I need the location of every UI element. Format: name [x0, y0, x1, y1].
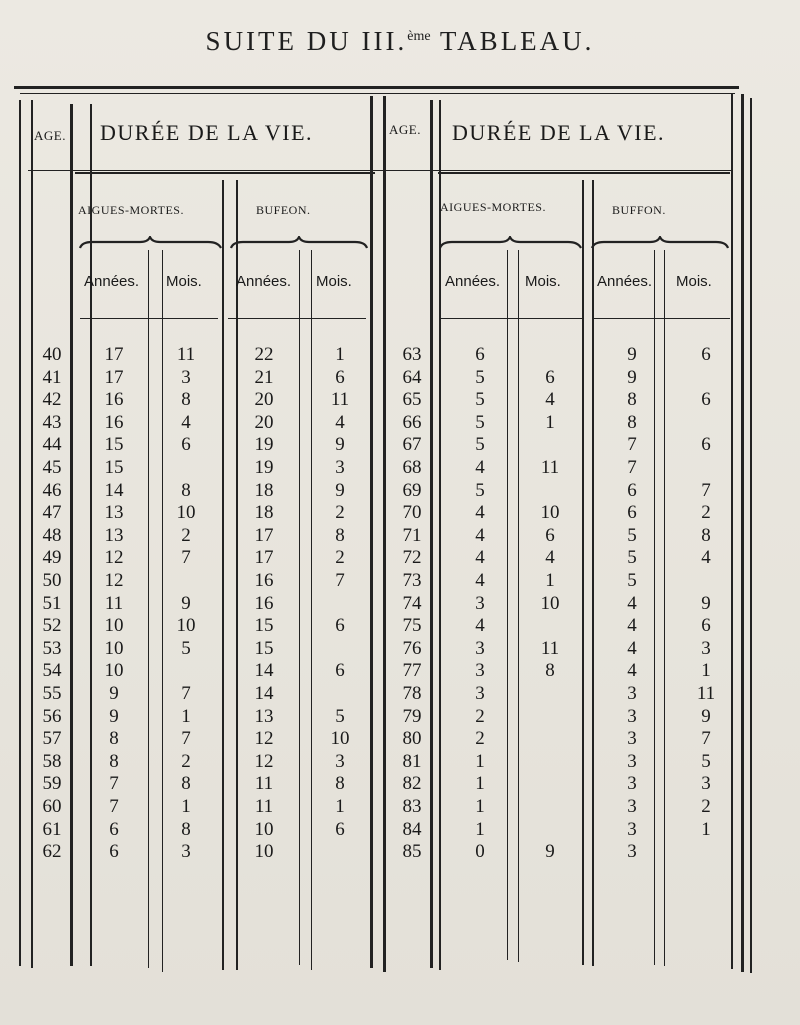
table-cell-bu-m: 9 [701, 705, 711, 727]
table-cell-age: 59 [42, 773, 62, 795]
table-cell-am-m: 5 [181, 637, 191, 659]
table-cell-bu-m: 1 [335, 344, 345, 365]
table-cell-bu-m: 2 [701, 502, 711, 524]
table-cell-age: 80 [402, 728, 422, 750]
table-cell-am-m: 6 [181, 434, 191, 456]
table-cell-am-a: 12 [104, 570, 124, 591]
table-cell-am-a: 6 [475, 344, 485, 365]
table-cell-bu-m: 3 [335, 750, 345, 772]
table-cell-bu-a: 13 [254, 705, 274, 727]
table-cell-bu-m: 1 [335, 796, 345, 817]
table-cell-bu-a: 6 [627, 479, 637, 501]
table-cell-bu-m: 6 [335, 615, 345, 637]
table-cell-age: 41 [42, 366, 62, 388]
table-cell-age: 60 [42, 796, 62, 817]
header-place-right-a: AIGUES-MORTES. [440, 200, 546, 214]
table-cell-age: 56 [42, 705, 62, 727]
table-cell-bu-a: 17 [254, 547, 274, 569]
table-cell-am-a: 4 [475, 457, 485, 478]
table-cell-bu-m: 6 [701, 389, 711, 411]
table-cell-bu-a: 14 [254, 660, 274, 682]
table-cell-am-a: 12 [104, 547, 124, 569]
table-cell-am-a: 6 [109, 818, 119, 840]
table-cell-bu-m: 4 [335, 411, 345, 433]
table-cell-bu-a: 14 [254, 683, 274, 704]
header-annees: Années. [84, 273, 140, 290]
header-place-left-b: BUFEON. [256, 203, 311, 217]
table-cell-bu-a: 5 [627, 570, 637, 591]
table-cell-bu-a: 3 [627, 796, 637, 817]
table-cell-am-a: 9 [109, 705, 119, 727]
table-cell-am-a: 7 [109, 773, 119, 795]
table-cell-bu-m: 3 [701, 637, 711, 659]
page-title [0, 26, 800, 57]
title-rest: TABLEAU. [430, 26, 595, 56]
table-cell-bu-a: 8 [627, 411, 637, 433]
table-cell-am-a: 5 [475, 434, 485, 456]
table-cell-age: 55 [42, 683, 62, 704]
table-cell-age: 49 [42, 547, 62, 569]
table-cell-am-m: 10 [176, 615, 196, 637]
table-cell-bu-m: 6 [335, 818, 345, 840]
table-cell-bu-m: 8 [335, 773, 345, 795]
table-cell-am-m: 4 [545, 547, 555, 569]
table-cell-bu-m: 8 [701, 524, 711, 546]
header-duree-right: DURÉE DE LA VIE. [452, 120, 666, 145]
table-cell-bu-a: 17 [254, 524, 274, 546]
table-cell-bu-a: 6 [627, 502, 637, 524]
title-superscript: ème [407, 29, 431, 44]
table-cell-bu-a: 15 [254, 637, 274, 659]
table-cell-bu-a: 4 [627, 660, 637, 682]
table-cell-age: 83 [402, 796, 422, 817]
table-cell-age: 57 [42, 728, 62, 750]
table-cell-age: 50 [42, 570, 62, 591]
table-cell-am-a: 17 [104, 344, 124, 365]
table-cell-age: 71 [402, 524, 422, 546]
table-cell-age: 63 [402, 344, 422, 365]
table-cell-age: 78 [402, 683, 422, 704]
table-cell-am-a: 7 [109, 796, 119, 817]
table-cell-bu-a: 20 [254, 411, 274, 433]
table-cell-am-a: 2 [475, 728, 485, 750]
table-cell-bu-m: 4 [701, 547, 711, 569]
table-cell-bu-m: 6 [701, 434, 711, 456]
table-cell-am-a: 0 [475, 841, 485, 863]
table-cell-bu-a: 11 [254, 773, 274, 795]
table-cell-age: 46 [42, 479, 62, 501]
table-cell-am-a: 16 [104, 389, 124, 411]
table-cell-am-m: 10 [540, 502, 560, 524]
table-cell-bu-a: 3 [627, 683, 637, 704]
header-annees: Années. [445, 273, 501, 290]
table-cell-am-a: 10 [104, 637, 124, 659]
table-cell-am-a: 13 [104, 502, 124, 524]
table-cell-am-m: 4 [181, 411, 191, 433]
table-cell-age: 75 [402, 615, 422, 637]
header-annees: Années. [597, 273, 653, 290]
table-cell-age: 85 [402, 841, 422, 863]
table-cell-bu-m: 11 [330, 389, 350, 411]
table-cell-am-m: 9 [545, 841, 555, 863]
table-cell-age: 43 [42, 411, 62, 433]
table-cell-bu-a: 7 [627, 457, 637, 478]
table-cell-am-a: 9 [109, 683, 119, 704]
table-cell-bu-a: 4 [627, 637, 637, 659]
table-cell-bu-a: 9 [627, 366, 637, 388]
table-cell-bu-a: 4 [627, 592, 637, 614]
header-duree-left: DURÉE DE LA VIE. [100, 120, 314, 145]
table-cell-am-m: 8 [545, 660, 555, 682]
table-cell-am-a: 10 [104, 660, 124, 682]
table-cell-am-a: 3 [475, 660, 485, 682]
table-cell-bu-a: 10 [254, 818, 274, 840]
brace-ornament [78, 236, 223, 252]
header-mois: Mois. [166, 273, 202, 290]
table-cell-am-a: 8 [109, 750, 119, 772]
table-cell-am-m: 11 [540, 637, 560, 659]
table-cell-am-m: 1 [181, 796, 191, 817]
table-cell-age: 54 [42, 660, 62, 682]
table-cell-age: 51 [42, 592, 62, 614]
table-cell-am-m: 3 [181, 841, 191, 863]
table-cell-bu-m: 6 [701, 615, 711, 637]
table-cell-am-a: 5 [475, 411, 485, 433]
table-cell-age: 62 [42, 841, 62, 863]
header-mois: Mois. [316, 273, 352, 290]
table-cell-bu-m: 6 [335, 660, 345, 682]
table-cell-age: 52 [42, 615, 62, 637]
table-cell-age: 76 [402, 637, 422, 659]
table-cell-am-a: 1 [475, 773, 485, 795]
table-cell-age: 47 [42, 502, 62, 524]
table-cell-age: 48 [42, 524, 62, 546]
table-cell-am-m: 6 [545, 524, 555, 546]
table-cell-bu-m: 9 [701, 592, 711, 614]
table-cell-am-a: 3 [475, 637, 485, 659]
table-cell-am-a: 14 [104, 479, 124, 501]
table-cell-bu-m: 7 [335, 570, 345, 591]
table-cell-am-m: 8 [181, 479, 191, 501]
table-cell-am-m: 1 [181, 705, 191, 727]
table-cell-age: 82 [402, 773, 422, 795]
table-cell-am-a: 13 [104, 524, 124, 546]
table-cell-am-m: 2 [181, 524, 191, 546]
table-cell-bu-m: 6 [701, 344, 711, 365]
table-cell-bu-m: 9 [335, 479, 345, 501]
table-cell-am-m: 11 [540, 457, 560, 478]
table-cell-am-m: 11 [176, 344, 196, 365]
table-cell-am-a: 15 [104, 457, 124, 478]
table-cell-bu-a: 19 [254, 457, 274, 478]
table-cell-bu-m: 3 [335, 457, 345, 478]
table-cell-am-m: 1 [545, 570, 555, 591]
table-cell-am-a: 5 [475, 366, 485, 388]
table-cell-bu-a: 21 [254, 366, 274, 388]
table-cell-age: 53 [42, 637, 62, 659]
table-cell-am-m: 8 [181, 389, 191, 411]
table-cell-bu-m: 1 [701, 818, 711, 840]
table-cell-bu-a: 20 [254, 389, 274, 411]
table-cell-am-a: 4 [475, 524, 485, 546]
table-cell-am-a: 1 [475, 818, 485, 840]
table-cell-age: 77 [402, 660, 422, 682]
table-cell-am-m: 7 [181, 728, 191, 750]
table-cell-bu-m: 2 [335, 502, 345, 524]
table-cell-age: 84 [402, 818, 422, 840]
table-cell-bu-a: 18 [254, 479, 274, 501]
table-cell-am-a: 1 [475, 750, 485, 772]
header-place-left-a: AIGUES-MORTES. [78, 203, 184, 217]
table-cell-bu-a: 18 [254, 502, 274, 524]
table-cell-bu-a: 16 [254, 592, 274, 614]
table-cell-age: 68 [402, 457, 422, 478]
table-cell-bu-a: 3 [627, 773, 637, 795]
table-cell-bu-m: 11 [696, 683, 716, 704]
table-cell-am-m: 9 [181, 592, 191, 614]
table-cell-bu-a: 22 [254, 344, 274, 365]
table-cell-bu-a: 11 [254, 796, 274, 817]
table-cell-age: 66 [402, 411, 422, 433]
table-cell-age: 67 [402, 434, 422, 456]
table-cell-age: 65 [402, 389, 422, 411]
table-cell-bu-m: 1 [701, 660, 711, 682]
table-cell-bu-a: 16 [254, 570, 274, 591]
table-cell-age: 61 [42, 818, 62, 840]
header-place-right-b: BUFFON. [612, 203, 666, 217]
table-cell-am-m: 1 [545, 411, 555, 433]
table-cell-am-a: 5 [475, 479, 485, 501]
table-cell-age: 64 [402, 366, 422, 388]
table-cell-am-a: 3 [475, 683, 485, 704]
table-cell-am-a: 1 [475, 796, 485, 817]
table-cell-bu-a: 3 [627, 841, 637, 863]
table-cell-bu-m: 8 [335, 524, 345, 546]
table-cell-bu-a: 4 [627, 615, 637, 637]
table-cell-age: 69 [402, 479, 422, 501]
table-cell-age: 70 [402, 502, 422, 524]
table-cell-am-m: 10 [540, 592, 560, 614]
table-cell-bu-m: 7 [701, 728, 711, 750]
table-cell-am-a: 11 [104, 592, 124, 614]
table-cell-bu-m: 9 [335, 434, 345, 456]
table-cell-bu-m: 2 [701, 796, 711, 817]
table-cell-bu-a: 5 [627, 524, 637, 546]
table-cell-am-a: 2 [475, 705, 485, 727]
brace-ornament [438, 236, 583, 252]
table-cell-bu-a: 10 [254, 841, 274, 863]
table-cell-bu-a: 12 [254, 750, 274, 772]
table-cell-am-m: 4 [545, 389, 555, 411]
table-cell-age: 45 [42, 457, 62, 478]
header-mois: Mois. [676, 273, 712, 290]
header-annees: Années. [236, 273, 292, 290]
table-cell-bu-m: 7 [701, 479, 711, 501]
table-cell-bu-a: 19 [254, 434, 274, 456]
table-cell-bu-a: 7 [627, 434, 637, 456]
header-age-right: AGE. [389, 122, 421, 137]
table-cell-bu-m: 5 [701, 750, 711, 772]
table-cell-bu-a: 5 [627, 547, 637, 569]
table-cell-bu-m: 5 [335, 705, 345, 727]
header-mois: Mois. [525, 273, 561, 290]
header-age-left: AGE. [34, 128, 66, 143]
table-cell-bu-m: 3 [701, 773, 711, 795]
brace-ornament [229, 236, 369, 252]
table-cell-age: 40 [42, 344, 62, 365]
table-cell-bu-a: 15 [254, 615, 274, 637]
table-cell-age: 58 [42, 750, 62, 772]
table-cell-bu-a: 3 [627, 750, 637, 772]
table-cell-age: 81 [402, 750, 422, 772]
table-cell-bu-a: 3 [627, 728, 637, 750]
table-cell-age: 79 [402, 705, 422, 727]
table-cell-age: 73 [402, 570, 422, 591]
title-main: SUITE DU III. [205, 26, 408, 56]
table-cell-am-m: 10 [176, 502, 196, 524]
table-cell-age: 72 [402, 547, 422, 569]
table-cell-bu-a: 8 [627, 389, 637, 411]
table-cell-bu-a: 12 [254, 728, 274, 750]
table-cell-am-m: 7 [181, 547, 191, 569]
table-cell-am-m: 3 [181, 366, 191, 388]
table-cell-am-a: 17 [104, 366, 124, 388]
table-cell-age: 74 [402, 592, 422, 614]
table-cell-age: 44 [42, 434, 62, 456]
table-cell-am-a: 10 [104, 615, 124, 637]
table-cell-am-m: 2 [181, 750, 191, 772]
table-cell-am-a: 4 [475, 570, 485, 591]
table-cell-am-a: 15 [104, 434, 124, 456]
table-cell-am-m: 8 [181, 773, 191, 795]
table-cell-bu-a: 9 [627, 344, 637, 365]
table-cell-am-a: 16 [104, 411, 124, 433]
table-cell-am-a: 4 [475, 547, 485, 569]
table-cell-am-a: 8 [109, 728, 119, 750]
table-cell-am-a: 6 [109, 841, 119, 863]
table-cell-am-a: 4 [475, 502, 485, 524]
table-cell-am-a: 3 [475, 592, 485, 614]
table-cell-bu-m: 6 [335, 366, 345, 388]
table-cell-age: 42 [42, 389, 62, 411]
brace-ornament [590, 236, 730, 252]
table-cell-am-m: 8 [181, 818, 191, 840]
table-cell-bu-a: 3 [627, 818, 637, 840]
table-cell-am-a: 4 [475, 615, 485, 637]
table-cell-bu-m: 10 [330, 728, 350, 750]
table-cell-am-a: 5 [475, 389, 485, 411]
table-cell-bu-a: 3 [627, 705, 637, 727]
table-cell-am-m: 6 [545, 366, 555, 388]
table-cell-bu-m: 2 [335, 547, 345, 569]
table-cell-am-m: 7 [181, 683, 191, 704]
